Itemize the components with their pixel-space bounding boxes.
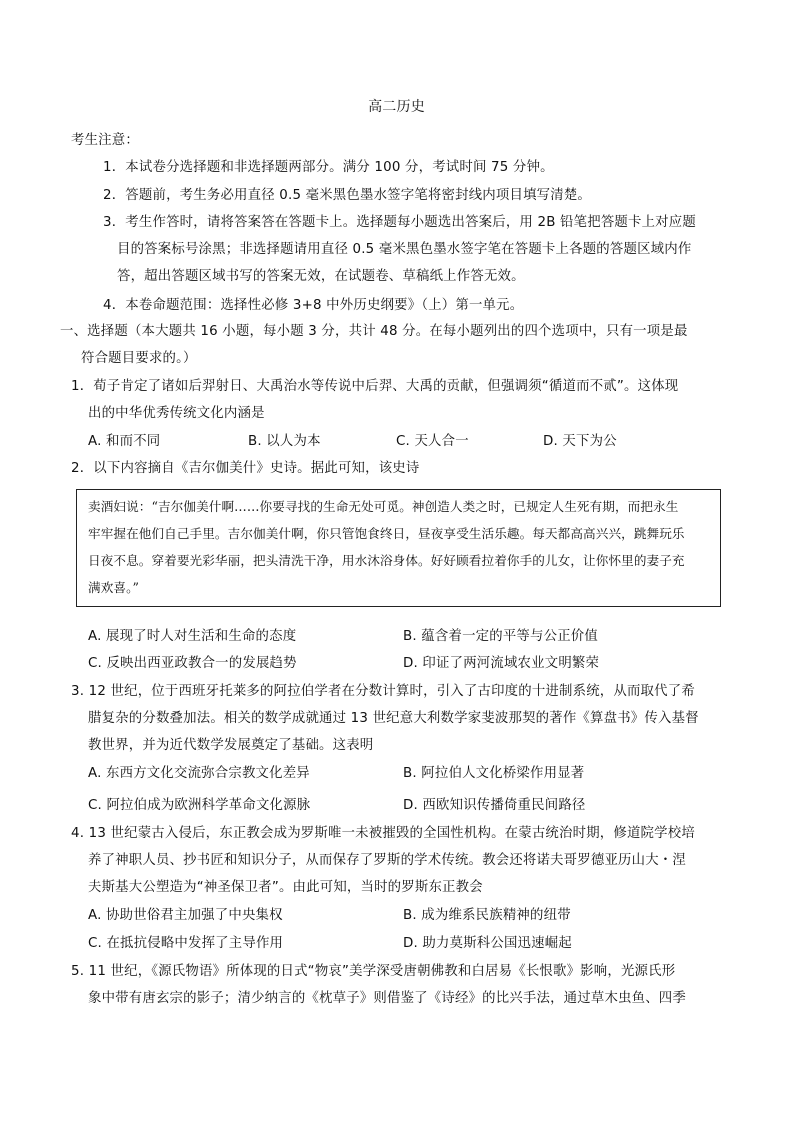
q2-quote-line-2: 牢牢握在他们自己手里。吉尔伽美什啊，你只管饱食终日，昼夜享受生活乐趣。每天都高高兴兴，跳舞玩乐: [88, 526, 685, 541]
q2-stem: 2．以下内容摘自《吉尔伽美什》史诗。据此可知，该史诗: [71, 461, 420, 476]
q2-option-b: B. 蕴含着一定的平等与公正价值: [403, 629, 598, 644]
page-title: 高二历史: [368, 99, 425, 115]
q3-stem-cont2: 教世界，并为近代数学发展奠定了基础。这表明: [88, 738, 374, 753]
notice-item-3-cont2: 答，超出答题区域书写的答案无效，在试题卷、草稿纸上作答无效。: [117, 269, 525, 284]
q3-option-c: C. 阿拉伯成为欧洲科学革命文化源脉: [88, 798, 311, 813]
q4-option-b: B. 成为维系民族精神的纽带: [403, 908, 571, 923]
q4-stem-cont: 养了神职人员、抄书匠和知识分子，从而保存了罗斯的学术传统。教会还将诺夫哥罗德亚历山大・涅: [88, 853, 686, 868]
notice-item-4: 4．本卷命题范围：选择性必修 3+8 中外历史纲要》（上）第一单元。: [103, 298, 524, 313]
q5-stem: 5. 11 世纪，《源氏物语》所体现的日式“物哀”美学深受唐朝佛教和白居易《长恨歌》影响，光源氏形: [71, 964, 676, 979]
q5-stem-cont: 象中带有唐玄宗的影子；清少纳言的《枕草子》则借鉴了《诗经》的比兴手法，通过草木虫鱼、四季: [88, 991, 686, 1006]
q1-option-a: A. 和而不同: [88, 434, 161, 449]
q2-option-c: C. 反映出西亚政教合一的发展趋势: [88, 656, 297, 671]
q1-option-c: C. 天人合一: [396, 434, 469, 449]
q2-quote-line-4: 满欢喜。”: [88, 580, 140, 595]
q3-stem-cont: 腊复杂的分数叠加法。相关的数学成就通过 13 世纪意大利数学家斐波那契的著作《算盘书》传入基督: [88, 711, 699, 726]
q2-quote-line-1: 卖酒妇说：“吉尔伽美什啊……你要寻找的生命无处可觅。神创造人类之时，已规定人生死有期，而把永生: [88, 499, 679, 514]
q3-option-a: A. 东西方文化交流弥合宗教文化差异: [88, 766, 310, 781]
notice-heading: 考生注意：: [71, 133, 139, 148]
q2-quote-line-3: 日夜不息。穿着要光彩华丽，把头清洗干净，用水沐浴身体。好好顾看拉着你手的儿女，让你怀里的妻子充: [88, 553, 685, 568]
q1-option-d: D. 天下为公: [543, 434, 617, 449]
section-heading: 一、选择题（本大题共 16 小题，每小题 3 分，共计 48 分。在每小题列出的四个选项中，只有一项是最: [60, 324, 688, 339]
notice-item-3: 3．考生作答时，请将答案答在答题卡上。选择题每小题选出答案后，用 2B 铅笔把答题卡上对应题: [103, 215, 696, 230]
q4-option-a: A. 协助世俗君主加强了中央集权: [88, 908, 283, 923]
q3-option-d: D. 西欧知识传播倚重民间路径: [403, 798, 586, 813]
q4-option-d: D. 助力莫斯科公国迅速崛起: [403, 936, 572, 951]
q4-stem-cont2: 夫斯基大公塑造为“神圣保卫者”。由此可知，当时的罗斯东正教会: [88, 880, 483, 895]
section-heading-cont: 符合题目要求的。）: [81, 351, 197, 366]
notice-item-2: 2．答题前，考生务必用直径 0.5 毫米黑色墨水签字笔将密封线内项目填写清楚。: [103, 188, 592, 203]
q1-stem: 1．荀子肯定了诸如后羿射日、大禹治水等传说中后羿、大禹的贡献，但强调须“循道而不贰”。这体现: [71, 379, 679, 394]
q2-option-d: D. 印证了两河流域农业文明繁荣: [403, 656, 600, 671]
q3-option-b: B. 阿拉伯人文化桥梁作用显著: [403, 766, 585, 781]
q4-stem: 4. 13 世纪蒙古入侵后，东正教会成为罗斯唯一未被摧毁的全国性机构。在蒙古统治时期，修道院学校培: [71, 826, 695, 841]
q4-option-c: C. 在抵抗侵略中发挥了主导作用: [88, 936, 284, 951]
q3-stem: 3. 12 世纪，位于西班牙托莱多的阿拉伯学者在分数计算时，引入了古印度的十进制系统，从而取代了希: [71, 684, 695, 699]
notice-item-1: 1．本试卷分选择题和非选择题两部分。满分 100 分，考试时间 75 分钟。: [103, 160, 554, 175]
q1-stem-cont: 出的中华优秀传统文化内涵是: [88, 406, 265, 421]
q2-option-a: A. 展现了时人对生活和生命的态度: [88, 629, 297, 644]
q1-option-b: B. 以人为本: [248, 434, 321, 449]
notice-item-3-cont: 目的答案标号涂黑；非选择题请用直径 0.5 毫米黑色墨水签字笔在答题卡上各题的答题区域内作: [117, 242, 692, 257]
